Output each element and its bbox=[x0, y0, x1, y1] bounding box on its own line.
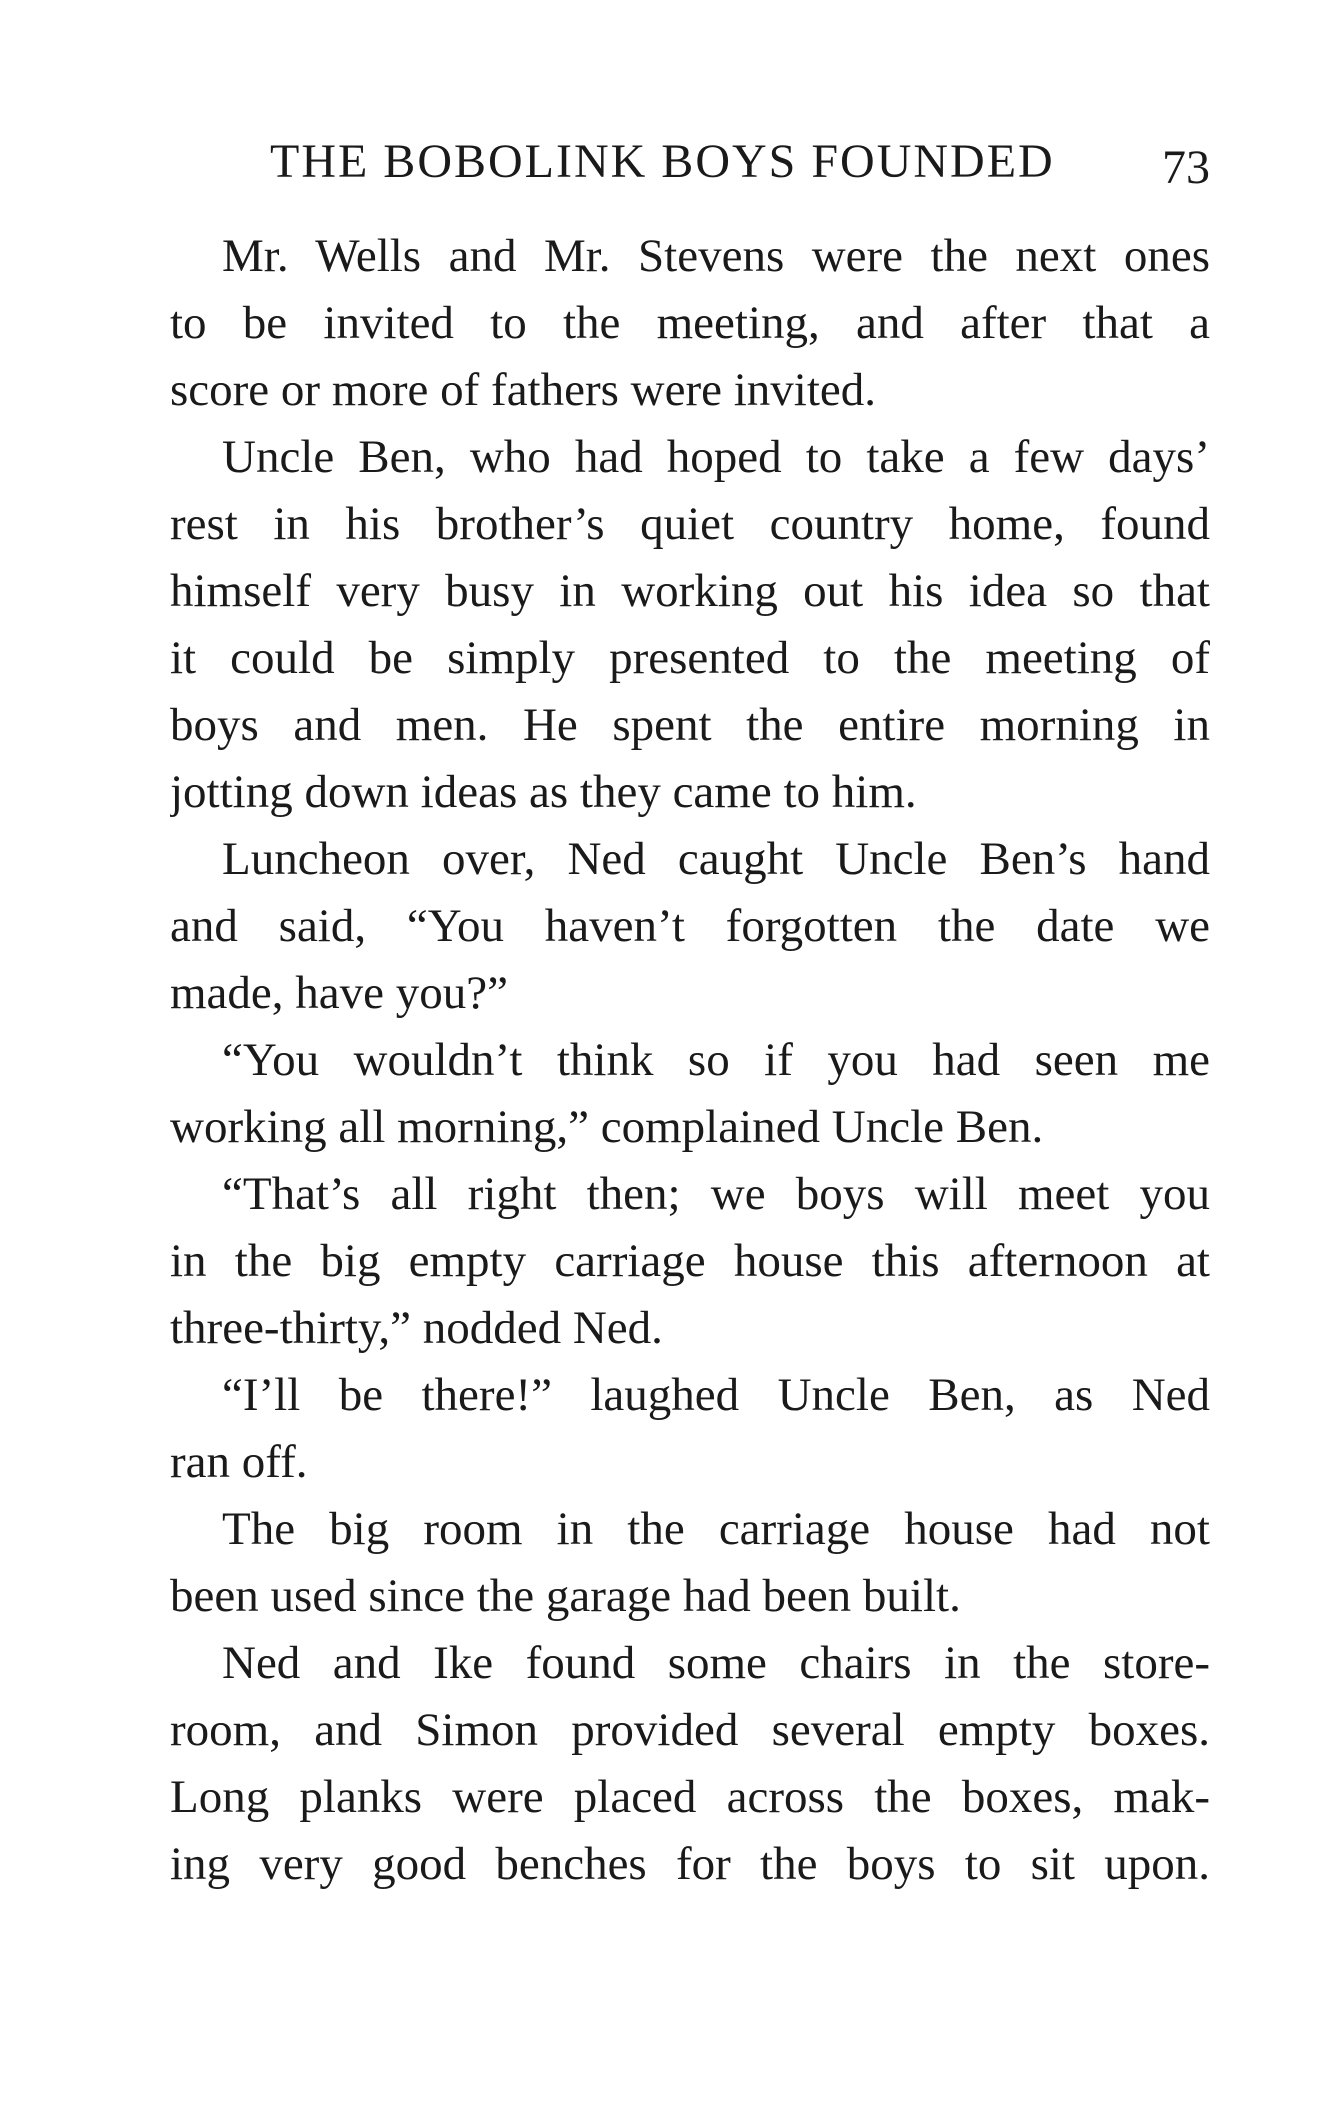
text-line: score or more of fathers were invited. bbox=[170, 364, 877, 416]
text-line: three-thirty,” nodded Ned. bbox=[170, 1302, 663, 1354]
text-line: “I’ll be there!” laughed Uncle Ben, as Ned bbox=[222, 1369, 1210, 1421]
paragraph bbox=[170, 1496, 1210, 1630]
text-line: working all morning,” complained Uncle Ben. bbox=[170, 1101, 1044, 1153]
paragraph bbox=[170, 1027, 1210, 1161]
text-line: to be invited to the meeting, and after that a bbox=[170, 297, 1210, 349]
text-line: himself very busy in working out his idea so that bbox=[170, 565, 1210, 617]
text-line: Uncle Ben, who had hoped to take a few days’ bbox=[222, 431, 1210, 483]
body-text bbox=[170, 223, 1210, 1898]
page-header bbox=[170, 126, 1210, 196]
paragraph bbox=[170, 1362, 1210, 1496]
text-line: and said, “You haven’t forgotten the date we bbox=[170, 900, 1210, 952]
running-head: THE BOBOLINK BOYS FOUNDED bbox=[270, 135, 1055, 188]
paragraph bbox=[170, 826, 1210, 1027]
text-line: room, and Simon provided several empty boxes. bbox=[170, 1704, 1210, 1756]
text-line: “You wouldn’t think so if you had seen me bbox=[222, 1034, 1210, 1086]
text-line: made, have you?” bbox=[170, 967, 508, 1019]
text-line: “That’s all right then; we boys will meet you bbox=[222, 1168, 1210, 1220]
text-line: in the big empty carriage house this afternoon at bbox=[170, 1235, 1210, 1287]
text-line: it could be simply presented to the meeting of bbox=[170, 632, 1210, 684]
text-line: Mr. Wells and Mr. Stevens were the next ones bbox=[222, 230, 1210, 282]
paragraph bbox=[170, 1161, 1210, 1362]
text-line: ing very good benches for the boys to sit upon. bbox=[170, 1838, 1210, 1890]
text-line: ran off. bbox=[170, 1436, 308, 1488]
text-line: boys and men. He spent the entire morning in bbox=[170, 699, 1210, 751]
text-line: been used since the garage had been built. bbox=[170, 1570, 961, 1622]
text-line: The big room in the carriage house had not bbox=[222, 1503, 1210, 1555]
text-line: Luncheon over, Ned caught Uncle Ben’s hand bbox=[222, 833, 1210, 885]
paragraph bbox=[170, 1630, 1210, 1898]
text-line: jotting down ideas as they came to him. bbox=[170, 766, 917, 818]
paragraph bbox=[170, 223, 1210, 424]
paragraph bbox=[170, 424, 1210, 826]
text-line: rest in his brother’s quiet country home, found bbox=[170, 498, 1210, 550]
text-line: Long planks were placed across the boxes, mak- bbox=[170, 1771, 1210, 1823]
page-number: 73 bbox=[1162, 141, 1210, 194]
text-line: Ned and Ike found some chairs in the store- bbox=[222, 1637, 1210, 1689]
